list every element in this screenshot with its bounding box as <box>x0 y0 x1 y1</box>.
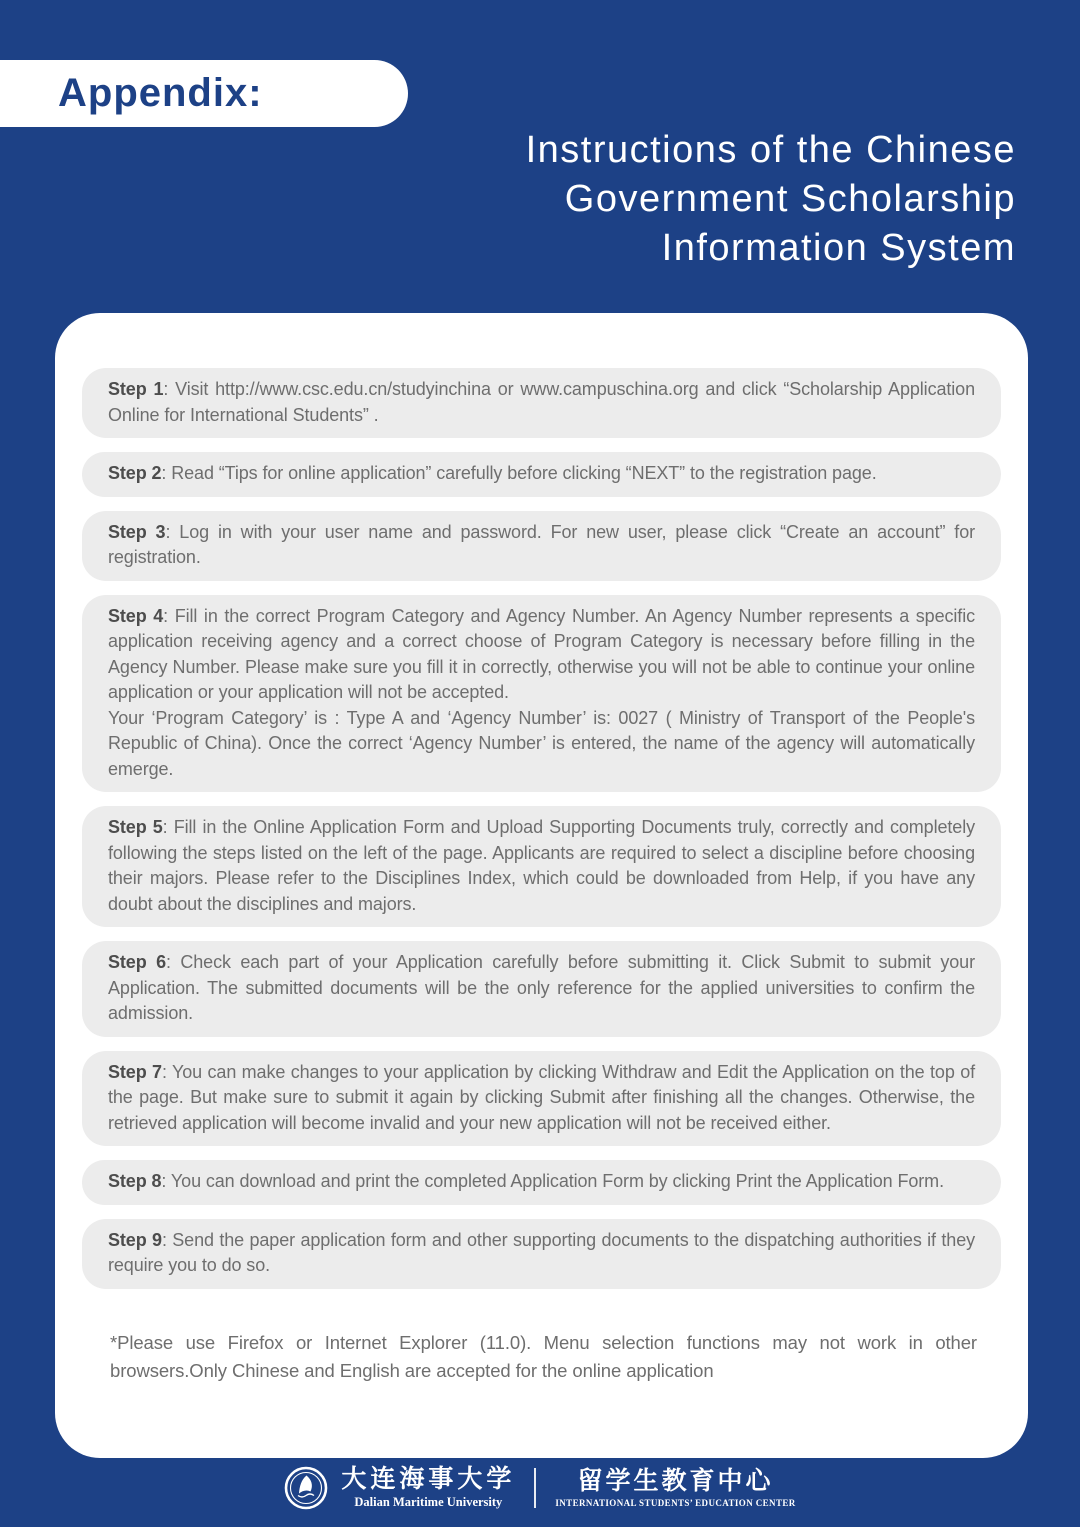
step-1-label: Step 1 <box>108 379 164 399</box>
page-title <box>526 126 1016 273</box>
step-3-text: : Log in with your user name and password. For new user, please click “Create an account” for registration. <box>108 521 975 567</box>
step-9-label: Step 9 <box>108 1229 162 1250</box>
step-box-5 <box>82 806 1001 927</box>
footer-logo <box>0 1466 1080 1510</box>
university-name-en: Dalian Maritime University <box>354 1495 503 1510</box>
step-4-text-2: Your ‘Program Category’ is : Type A and ‘Agency Number’ is: 0027 ( Ministry of Transport of the People's Republic of China). Once the correct ‘Agency Number’ is entered, the name of the agency will automatically emerge. <box>108 707 975 779</box>
title-line-1: Instructions of the Chinese <box>525 129 1016 171</box>
step-2-label: Step 2 <box>108 463 162 483</box>
step-box-1 <box>82 368 1001 438</box>
university-emblem-icon <box>284 1466 328 1510</box>
step-7-label: Step 7 <box>108 1061 162 1082</box>
browser-footnote: *Please use Firefox or Internet Explorer (11.0). Menu selection functions may not work in other browsers.Only Chinese and English are accepted for the online application <box>110 1331 977 1381</box>
step-6-text: : Check each part of your Application carefully before submitting it. Click Submit to submit your Application. The submitted documents will be the only reference for the applied universities to confirm the admission. <box>108 952 975 1023</box>
step-9-text: : Send the paper application form and other supporting documents to the dispatching authorities if they require you to do so. <box>108 1229 976 1275</box>
university-name-cn: 大连海事大学 <box>341 1465 516 1494</box>
step-2-text: : Read “Tips for online application” carefully before clicking “NEXT” to the registration page. <box>161 463 877 483</box>
footer-divider <box>534 1468 536 1508</box>
center-name-en: INTERNATIONAL STUDENTS’ EDUCATION CENTER <box>555 1497 796 1508</box>
step-box-6 <box>82 941 1001 1037</box>
step-5-text: : Fill in the Online Application Form and Upload Supporting Documents truly, correctly and completely following the steps listed on the left of the page. Applicants are required to select a discipline before choosing their majors. Please refer to the Disciplines Index, which could be downloaded from Help, if you have any doubt about the disciplines and majors. <box>108 817 976 914</box>
appendix-label: Appendix: <box>58 71 263 115</box>
step-box-7 <box>82 1051 1001 1147</box>
title-line-2: Government Scholarship <box>564 178 1016 220</box>
step-8-label: Step 8 <box>108 1171 162 1191</box>
step-box-3 <box>82 511 1001 581</box>
step-4-label: Step 4 <box>108 605 164 626</box>
center-name-cn: 留学生教育中心 <box>577 1466 774 1495</box>
appendix-pill <box>0 60 408 127</box>
step-box-2 <box>82 452 1001 497</box>
step-box-9 <box>82 1219 1001 1289</box>
step-box-8 <box>82 1160 1001 1205</box>
step-7-text: : You can make changes to your application by clicking Withdraw and Edit the Application on the top of the page. But make sure to submit it again by clicking Submit after finishing all the changes. Otherwise, the retrieved application will become invalid and your new application will not be received either. <box>108 1061 976 1133</box>
university-name-block <box>341 1467 515 1509</box>
step-4-text: : Fill in the correct Program Category and Agency Number. An Agency Number represents a specific application receiving agency and a correct choose of Program Category is necessary before filling in the Agency Number. Please make sure you fill it in correctly, otherwise you will not be able to continue your online application or your application will not be accepted. <box>108 605 975 702</box>
step-3-label: Step 3 <box>108 521 166 542</box>
step-5-label: Step 5 <box>108 817 163 837</box>
title-line-3: Information System <box>661 227 1016 269</box>
step-8-text: : You can download and print the completed Application Form by clicking Print the Application Form. <box>161 1171 944 1191</box>
center-name-block <box>555 1466 796 1508</box>
step-box-4 <box>82 595 1001 793</box>
step-6-label: Step 6 <box>108 952 166 972</box>
step-1-text: : Visit http://www.csc.edu.cn/studyinchina or www.campuschina.org and click “Scholarship Application Online for International Students” . <box>108 379 975 425</box>
content-card <box>55 313 1028 1458</box>
